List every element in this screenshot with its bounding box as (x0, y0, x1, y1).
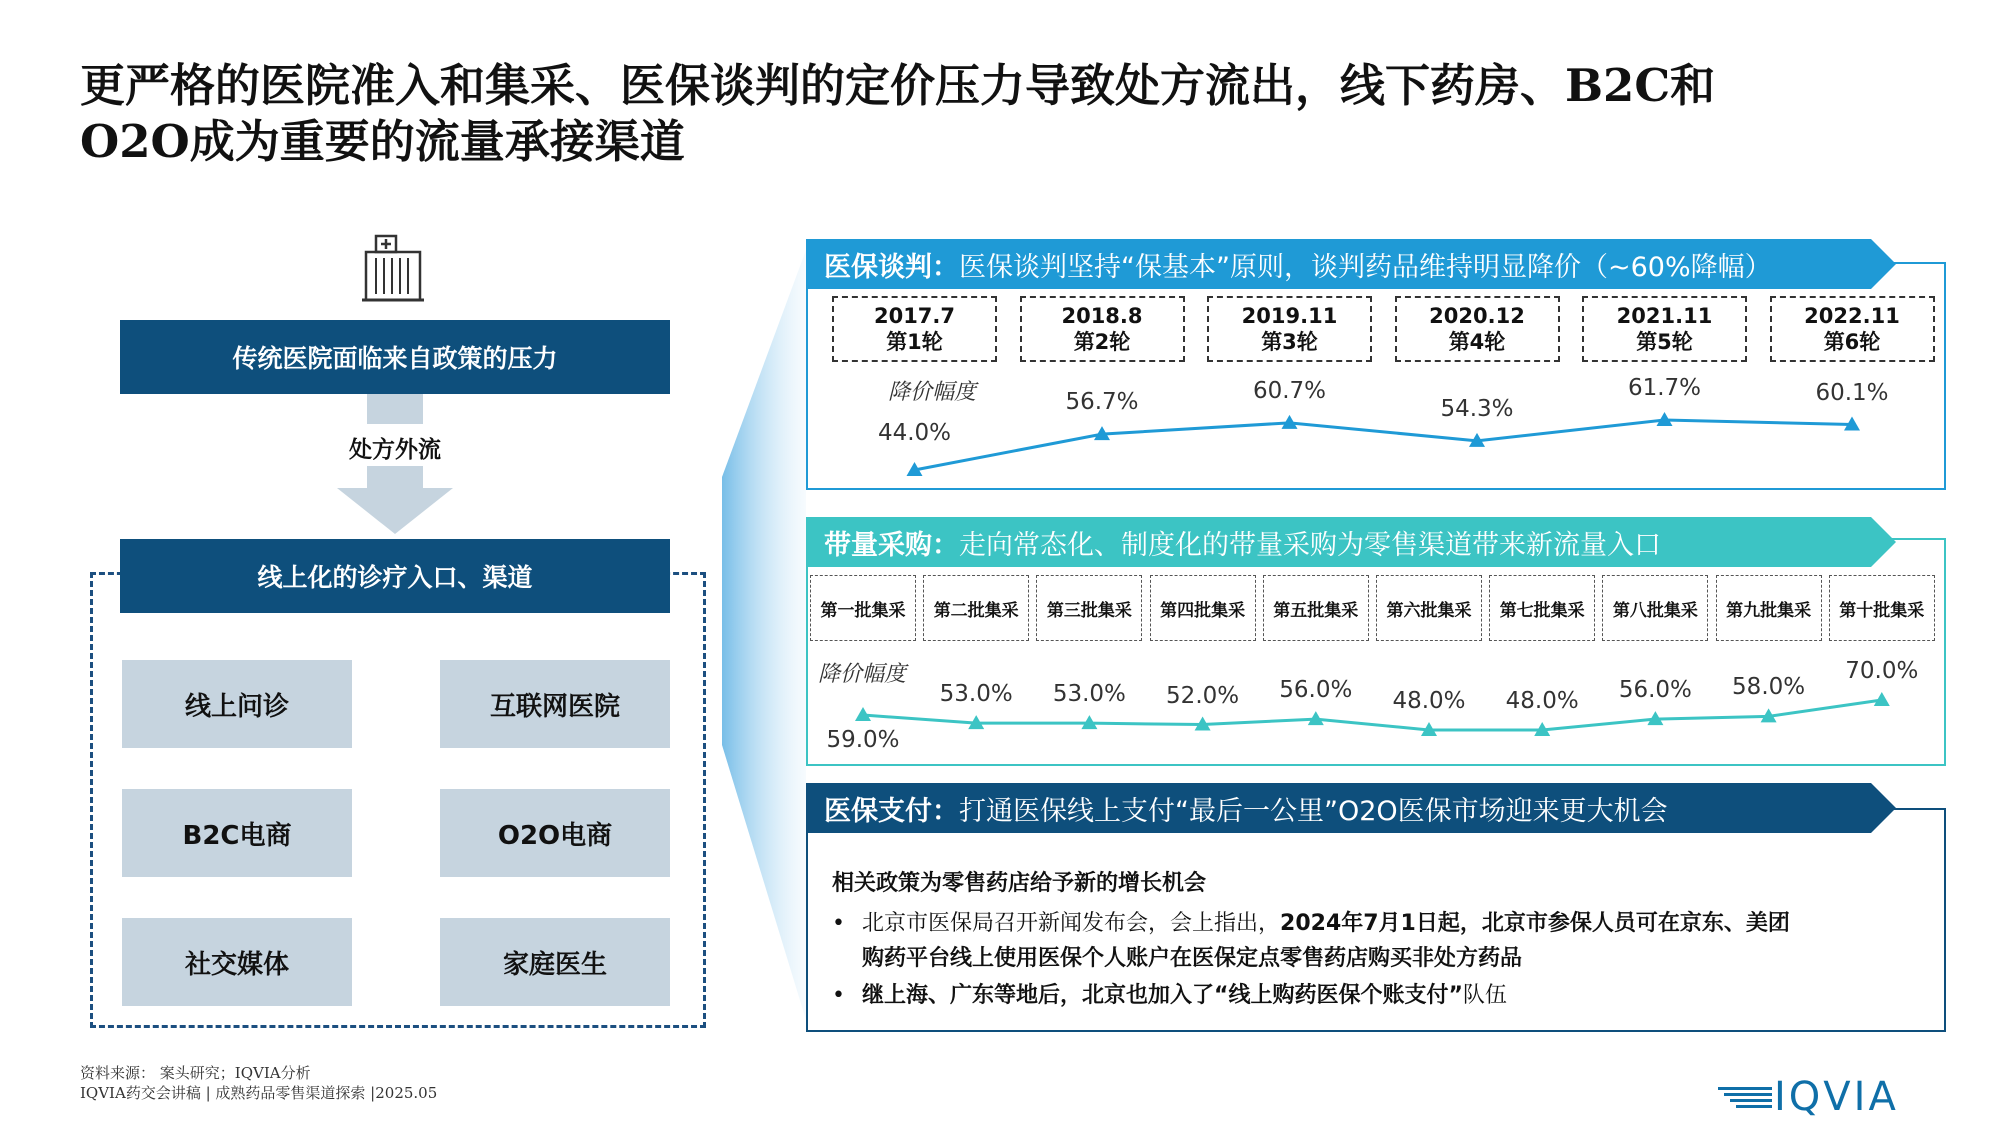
round-date: 2018.8 (1061, 304, 1143, 328)
batch-box: 第二批集采 (923, 575, 1029, 641)
footer-note: IQVIA药交会讲稿 | 成熟药品零售渠道探索 |2025.05 (80, 1084, 438, 1102)
batch-box: 第六批集采 (1376, 575, 1482, 641)
bullet-text-bold: 继上海、广东等地后，北京也加入了“线上购药医保个账支付” (862, 983, 1463, 1008)
batch-box: 第九批集采 (1716, 575, 1822, 641)
iqvia-logo (1718, 1074, 1938, 1124)
bullet-text-bold: 2024年7月1日起，北京市参保人员可在京东、美团 (1280, 911, 1790, 936)
bullet-text-bold-cont: 购药平台线上使用医保个人账户在医保定点零售药店购买非处方药品 (862, 946, 1523, 971)
negotiation-banner-text: 医保谈判坚持“保基本”原则，谈判药品维持明显降价（~60%降幅） (959, 251, 1772, 283)
procurement-axis-label: 降价幅度 (818, 662, 907, 687)
batch-box: 第七批集采 (1489, 575, 1595, 641)
round-number: 第1轮 (886, 330, 943, 354)
value-label: 52.0% (1166, 682, 1240, 709)
value-label: 58.0% (1732, 674, 1806, 701)
payment-banner-bold: 医保支付： (824, 795, 959, 827)
round-date: 2019.11 (1241, 304, 1338, 328)
round-date: 2020.12 (1429, 304, 1525, 328)
procurement-banner-text: 走向常态化、制度化的带量采购为零售渠道带来新流量入口 (959, 529, 1661, 561)
title-line-1: 更严格的医院准入和集采、医保谈判的定价压力导致处方流出，线下药房、B2C和 (80, 59, 1716, 112)
payment-banner (806, 783, 1886, 833)
value-label: 48.0% (1392, 688, 1466, 714)
value-label: 56.0% (1618, 677, 1692, 704)
batch-box: 第十批集采 (1829, 575, 1935, 641)
tile-label: O2O电商 (497, 820, 613, 851)
tile-label: 互联网医院 (489, 691, 620, 722)
value-label: 59.0% (826, 727, 900, 753)
round-number: 第6轮 (1823, 330, 1881, 354)
value-label: 54.3% (1440, 395, 1514, 422)
payment-subheading: 相关政策为零售药店给予新的增长机会 (832, 871, 1207, 896)
value-label: 70.0% (1845, 658, 1919, 684)
payment-banner-text: 打通医保线上支付“最后一公里”O2O医保市场迎来更大机会 (959, 795, 1668, 827)
value-label: 61.7% (1627, 375, 1702, 401)
value-label: 60.1% (1815, 379, 1889, 406)
batch-box: 第五批集采 (1263, 575, 1369, 641)
round-number: 第2轮 (1073, 330, 1131, 354)
batch-box: 第八批集采 (1602, 575, 1708, 641)
round-number: 第4轮 (1448, 330, 1506, 354)
footer (80, 1063, 437, 1103)
batch-box: 第三批集采 (1036, 575, 1142, 641)
round-date: 2017.7 (873, 304, 956, 328)
procurement-banner-bold: 带量采购： (824, 529, 959, 561)
value-label: 48.0% (1505, 688, 1579, 714)
round-number: 第5轮 (1636, 330, 1693, 354)
batch-box: 第四批集采 (1150, 575, 1256, 641)
tile-label: 家庭医生 (502, 949, 607, 980)
prescription-outflow-label: 处方外流 (349, 437, 441, 463)
value-label: 60.7% (1252, 377, 1327, 404)
value-label: 56.0% (1279, 677, 1353, 704)
value-label: 56.7% (1065, 389, 1139, 416)
value-label: 53.0% (1052, 681, 1126, 708)
logo-stripes-icon (1718, 1086, 1772, 1112)
round-date: 2021.11 (1616, 304, 1713, 328)
round-number: 第3轮 (1261, 330, 1318, 354)
value-label: 44.0% (877, 420, 952, 446)
negotiation-axis-label: 降价幅度 (888, 380, 977, 405)
footer-source: 资料来源： 案头研究；IQVIA分析 (80, 1064, 311, 1082)
bullet-dot: • (832, 911, 845, 936)
tile-label: B2C电商 (182, 820, 292, 851)
round-date: 2022.11 (1804, 304, 1900, 328)
batch-box: 第一批集采 (810, 575, 916, 641)
tile-label: 社交媒体 (184, 949, 289, 980)
tile-label: 线上问诊 (184, 691, 289, 722)
online-channel-label: 线上化的诊疗入口、渠道 (257, 563, 533, 592)
data-point (1874, 692, 1890, 706)
bullet-dot: • (832, 983, 845, 1008)
title-line-2: O2O成为重要的流量承接渠道 (80, 115, 685, 168)
bullet-text-normal: 北京市医保局召开新闻发布会，会上指出， (862, 911, 1281, 936)
policy-pressure-label: 传统医院面临来自政策的压力 (232, 344, 558, 373)
logo-text: IQVIA (1774, 1074, 1899, 1120)
bullet-item (832, 978, 1932, 1013)
bullet-text-tail: 队伍 (1462, 983, 1507, 1008)
value-label: 53.0% (939, 681, 1013, 708)
negotiation-banner-bold: 医保谈判： (824, 251, 959, 283)
bullet-item (832, 906, 1932, 976)
